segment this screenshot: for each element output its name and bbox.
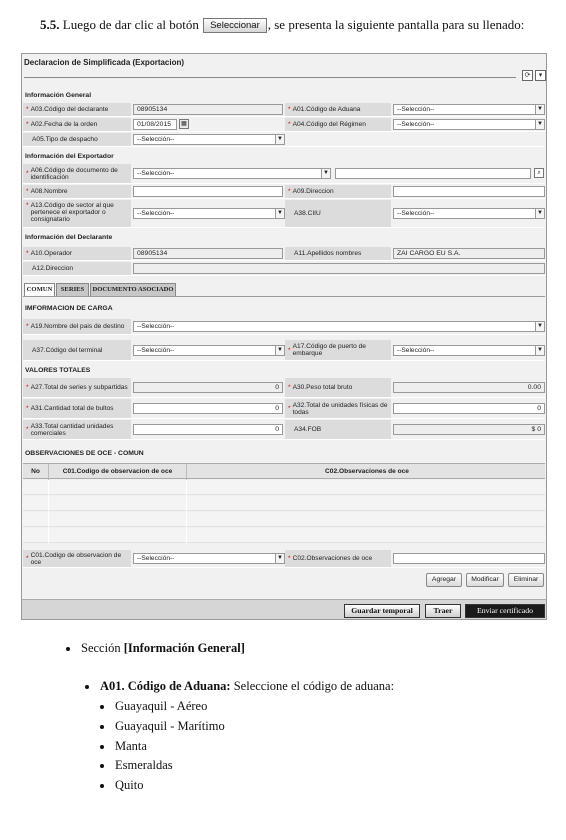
chevron-down-icon: ▼ <box>535 120 544 129</box>
valores-heading: VALORES TOTALES <box>25 367 91 374</box>
a05-select[interactable]: --Selección-- ▼ <box>133 134 285 145</box>
intro-text-after: , se presenta la siguiente pantalla para su llenado: <box>267 17 525 32</box>
a37-select[interactable]: --Selección-- ▼ <box>133 345 285 356</box>
a02-label: A02.Fecha de la orden <box>30 121 98 128</box>
a19-select[interactable]: --Selección-- ▼ <box>133 321 545 332</box>
agregar-button[interactable]: Agregar <box>426 573 462 587</box>
title-divider <box>24 77 516 78</box>
grid-row-empty <box>23 512 545 527</box>
list-item: Quito <box>115 778 144 792</box>
row-a12 <box>23 262 545 276</box>
a06-id-field[interactable] <box>335 168 531 179</box>
a12-field[interactable] <box>133 263 545 274</box>
a01-bullet <box>100 679 394 694</box>
a32-field[interactable]: 0 <box>393 403 545 414</box>
section-number: 5.5. <box>40 17 60 32</box>
a31-field[interactable]: 0 <box>133 403 283 414</box>
observaciones-grid-header <box>23 463 545 479</box>
a03-label: A03.Código del declarante <box>30 106 109 113</box>
seccion-bullet <box>81 641 245 656</box>
a33-label: A33.Total cantidad unidades comerciales <box>30 422 114 437</box>
a34-label: A34.FOB <box>294 426 322 433</box>
eliminar-button[interactable]: Eliminar <box>508 573 544 587</box>
list-item: Esmeraldas <box>115 758 173 772</box>
row-a08-a09: * A08.Nombre * A09.Direccion <box>23 185 545 199</box>
chevron-down-icon: ▼ <box>275 554 284 563</box>
grid-row-empty <box>23 528 545 543</box>
a09-field[interactable] <box>393 186 545 197</box>
row-c01-c02: * C01.Codigo de observacion de oce --Selección-- ▼ * C02.Observaciones de oce <box>23 550 545 568</box>
row-a02-a04: * A02.Fecha de la orden 01/08/2015 ▦ * A04.Código del Régimen --Selección-- ▼ <box>23 118 545 132</box>
a03-field[interactable]: 08905134 <box>133 104 283 115</box>
chevron-down-icon: ▼ <box>535 105 544 114</box>
a10-label: A10.Operador <box>30 250 72 257</box>
chevron-down-icon: ▼ <box>275 209 284 218</box>
a19-label: A19.Nombre del pais de destino <box>30 323 125 330</box>
chevron-down-icon: ▼ <box>321 169 330 178</box>
guardar-temporal-button[interactable]: Guardar temporal <box>344 604 420 618</box>
bottom-action-bar <box>22 599 546 620</box>
info-exportador-heading: Información del Exportador <box>25 153 114 160</box>
list-item: Guayaquil - Marítimo <box>115 719 225 733</box>
row-a03-a01: * A03.Código del declarante 08905134 * A01.Código de Aduana --Selección-- ▼ <box>23 103 545 117</box>
c01-label: C01.Codigo de observacion de oce <box>30 551 122 566</box>
a04-select[interactable]: --Selección-- ▼ <box>393 119 545 130</box>
a06-label: A06.Código de documento de identificación <box>30 166 118 181</box>
list-item: Guayaquil - Aéreo <box>115 699 208 713</box>
refresh-icon[interactable]: ⟳ <box>522 70 533 81</box>
a08-field[interactable] <box>133 186 283 197</box>
tab-underline <box>23 296 545 297</box>
row-a37-a17: A37.Código del terminal --Selección-- ▼ * A17.Código de puerto de embarque --Selección-- ▼ <box>23 340 545 361</box>
a01-title: A01. Código de Aduana: <box>100 679 231 693</box>
row-a06: * A06.Código de documento de identificación --Selección-- ▼ ⌕ <box>23 164 545 184</box>
a30-field[interactable]: 0.00 <box>393 382 545 393</box>
a01-text: Seleccione el código de aduana: <box>233 679 395 693</box>
row-a10-a11: * A10.Operador 08905134 A11.Apellidos nombres ZAI CARGO EU S.A. <box>23 247 545 261</box>
tab-documento-asociado[interactable]: DOCUMENTO ASOCIADO <box>90 283 176 296</box>
a27-field[interactable]: 0 <box>133 382 283 393</box>
row-a19: * A19.Nombre del pais de destino --Selección-- ▼ <box>23 319 545 335</box>
row-a33-a34: * A33.Total cantidad unidades comerciales 0 A34.FOB $ 0 <box>23 420 545 440</box>
row-a27-a30: * A27.Total de series y subpartidas 0 * A30.Peso total bruto 0.00 <box>23 378 545 398</box>
info-general-heading: Información General <box>25 92 92 99</box>
a09-label: A09.Direccion <box>292 188 334 195</box>
col-no: No <box>23 464 49 480</box>
seleccionar-button-image: Seleccionar <box>203 18 267 33</box>
chevron-down-icon: ▼ <box>275 135 284 144</box>
a06-select[interactable]: --Selección-- ▼ <box>133 168 331 179</box>
a38-label: A38.CIIU <box>294 210 321 217</box>
a17-label: A17.Código de puerto de embarque <box>292 343 366 357</box>
a33-field[interactable]: 0 <box>133 424 283 435</box>
chevron-down-icon: ▼ <box>275 346 284 355</box>
a11-field[interactable]: ZAI CARGO EU S.A. <box>393 248 545 259</box>
form-title: Declaracion de Simplificada (Exportacion) <box>24 58 185 67</box>
col-c01: C01.Codigo de observacion de oce <box>49 464 187 480</box>
a13-label: A13.Código de sector al que pertenece el exportador o consignatario <box>30 202 114 223</box>
a32-label: A32.Total de unidades físicas de todas <box>292 401 388 416</box>
seccion-name: [Información General] <box>123 641 245 655</box>
declaration-form-screenshot <box>21 53 547 620</box>
a01-label: A01.Código de Aduana <box>292 106 361 113</box>
search-icon[interactable]: ⌕ <box>534 168 544 178</box>
grid-row-empty <box>23 480 545 495</box>
traer-button[interactable]: Traer <box>425 604 461 618</box>
chevron-down-icon: ▼ <box>535 346 544 355</box>
a37-label: A37.Código del terminal <box>32 346 103 354</box>
c01-select[interactable]: --Selección-- ▼ <box>133 553 285 564</box>
observaciones-heading: OBSERVACIONES DE OCE - COMUN <box>25 450 144 457</box>
a01-select[interactable]: --Selección-- ▼ <box>393 104 545 115</box>
row-a05 <box>23 133 545 147</box>
a31-label: A31.Cantidad total de bultos <box>30 405 114 412</box>
a30-label: A30.Peso total bruto <box>292 384 353 391</box>
a12-label: A12.Direccion <box>32 265 74 272</box>
enviar-certificado-button[interactable]: Enviar certificado <box>465 604 545 618</box>
row-a31-a32: * A31.Cantidad total de bultos 0 * A32.Total de unidades físicas de todas 0 <box>23 399 545 419</box>
calendar-icon[interactable]: ▦ <box>179 119 189 129</box>
a02-date-field[interactable]: 01/08/2015 <box>133 119 177 130</box>
col-c02: C02.Observaciones de oce <box>325 468 409 475</box>
chevron-down-icon: ▼ <box>535 209 544 218</box>
collapse-icon[interactable]: ▾ <box>535 70 546 81</box>
intro-text-before: Luego de dar clic al botón <box>62 17 199 32</box>
c02-label: C02.Observaciones de oce <box>292 555 373 562</box>
list-item: Manta <box>115 739 147 753</box>
a04-label: A04.Código del Régimen <box>292 121 366 128</box>
a17-select[interactable]: --Selección-- ▼ <box>393 345 545 356</box>
a11-label: A11.Apellidos nombres <box>294 250 362 257</box>
c02-field[interactable] <box>393 553 545 564</box>
modificar-button[interactable]: Modificar <box>466 573 504 587</box>
row-a13-a38: * A13.Código de sector al que pertenece el exportador o consignatario --Selección-- ▼ A38.CIIU --Selección-- ▼ <box>23 200 545 228</box>
a08-label: A08.Nombre <box>30 188 68 195</box>
a10-field[interactable]: 08905134 <box>133 248 283 259</box>
tab-comun[interactable]: COMUN <box>24 283 55 296</box>
chevron-down-icon: ▼ <box>535 322 544 331</box>
a34-field[interactable]: $ 0 <box>393 424 545 435</box>
tab-series[interactable]: SERIES <box>56 283 89 296</box>
grid-row-empty <box>23 496 545 511</box>
a27-label: A27.Total de series y subpartidas <box>30 384 128 391</box>
a38-select[interactable]: --Selección-- ▼ <box>393 208 545 219</box>
a13-select[interactable]: --Selección-- ▼ <box>133 208 285 219</box>
seccion-prefix: Sección <box>81 641 121 655</box>
a05-label: A05.Tipo de despacho <box>32 136 98 143</box>
info-carga-heading: IMFORMACION DE CARGA <box>25 305 113 312</box>
info-declarante-heading: Información del Declarante <box>25 234 113 241</box>
intro-line <box>40 17 524 33</box>
